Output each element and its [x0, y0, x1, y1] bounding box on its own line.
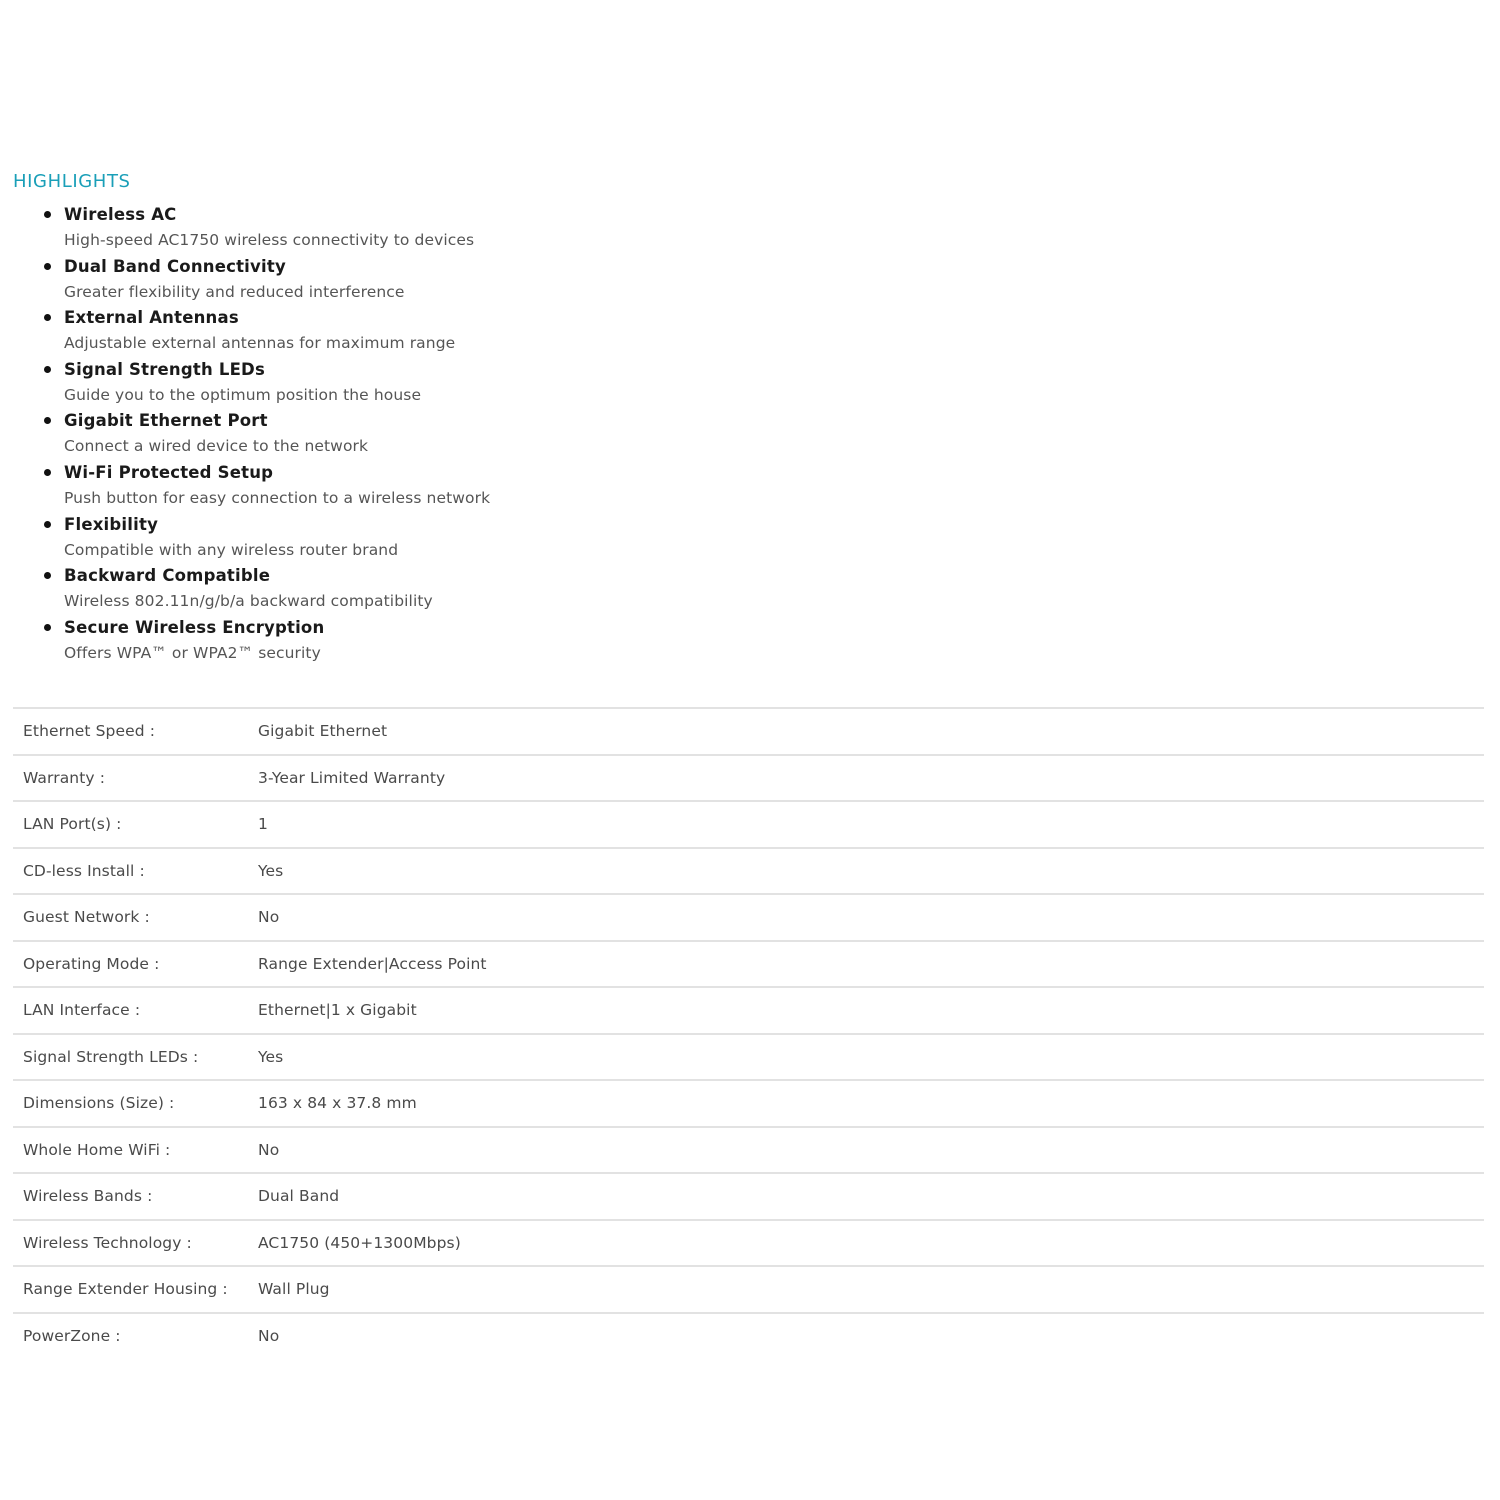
spec-row: [13, 1173, 1484, 1220]
spec-label: LAN Port(s) :: [13, 801, 258, 848]
spec-label: Warranty :: [13, 755, 258, 802]
bullet-icon: [44, 417, 51, 424]
highlight-title: Wireless AC: [64, 205, 177, 224]
spec-label: LAN Interface :: [13, 987, 258, 1034]
spec-row: [13, 755, 1484, 802]
spec-label: Ethernet Speed :: [13, 708, 258, 755]
highlight-title: Backward Compatible: [64, 566, 271, 586]
spec-label: Wireless Bands :: [13, 1173, 258, 1220]
highlight-title: Flexibility: [64, 514, 159, 534]
highlight-description: Guide you to the optimum position the house: [64, 385, 422, 404]
spec-value: Wall Plug: [258, 1266, 1484, 1313]
spec-value: No: [258, 1127, 1484, 1174]
highlight-title: Wi-Fi Protected Setup: [64, 462, 274, 482]
highlight-item: [13, 616, 1484, 668]
spec-value: Ethernet|1 x Gigabit: [258, 987, 1484, 1034]
highlight-item: [13, 513, 1484, 565]
spec-value: AC1750 (450+1300Mbps): [258, 1220, 1484, 1267]
highlight-item: [13, 255, 1484, 307]
highlight-title: Secure Wireless Encryption: [64, 617, 325, 637]
highlight-description: Offers WPA™ or WPA2™ security: [64, 643, 321, 662]
spec-value: Range Extender|Access Point: [258, 941, 1484, 988]
spec-row: [13, 848, 1484, 895]
spec-row: [13, 1220, 1484, 1267]
spec-label: Range Extender Housing :: [13, 1266, 258, 1313]
highlight-item: [13, 409, 1484, 461]
spec-label: Whole Home WiFi :: [13, 1127, 258, 1174]
spec-label: Operating Mode :: [13, 941, 258, 988]
highlight-description: High-speed AC1750 wireless connectivity to devices: [64, 231, 475, 249]
highlight-title: External Antennas: [64, 308, 239, 328]
spec-label: Dimensions (Size) :: [13, 1080, 258, 1127]
spec-value: Yes: [258, 848, 1484, 895]
highlight-item: [13, 564, 1484, 616]
spec-row: [13, 987, 1484, 1034]
bullet-icon: [44, 211, 51, 218]
spec-label: Guest Network :: [13, 894, 258, 941]
highlight-description: Greater flexibility and reduced interference: [64, 282, 405, 301]
bullet-icon: [44, 314, 51, 321]
bullet-icon: [44, 572, 51, 579]
spec-row: [13, 894, 1484, 941]
highlight-description: Adjustable external antennas for maximum range: [64, 334, 456, 353]
highlight-item: [13, 306, 1484, 358]
spec-label: PowerZone :: [23, 1326, 121, 1345]
bullet-icon: [44, 366, 51, 373]
highlights-list: [13, 203, 1484, 667]
spec-row: [13, 1313, 1484, 1359]
spec-row: [13, 1034, 1484, 1081]
spec-label: Wireless Technology :: [13, 1220, 258, 1267]
highlight-title: Signal Strength LEDs: [64, 359, 265, 379]
highlight-title: Dual Band Connectivity: [64, 256, 286, 276]
spec-value: 3-Year Limited Warranty: [258, 755, 1484, 802]
highlight-title: Gigabit Ethernet Port: [64, 411, 268, 431]
spec-row: [13, 708, 1484, 755]
bullet-icon: [44, 624, 51, 631]
spec-row: [13, 1080, 1484, 1127]
bullet-icon: [44, 521, 51, 528]
spec-value: No: [258, 1326, 280, 1345]
highlight-description: Connect a wired device to the network: [64, 437, 369, 456]
highlight-description: Wireless 802.11n/g/b/a backward compatibility: [64, 592, 433, 611]
spec-label: Signal Strength LEDs :: [13, 1034, 258, 1081]
spec-value: Dual Band: [258, 1173, 1484, 1220]
spec-label: CD-less Install :: [13, 848, 258, 895]
spec-row: [13, 1127, 1484, 1174]
bullet-icon: [44, 263, 51, 270]
highlight-item: [13, 203, 1484, 255]
spec-row: [13, 801, 1484, 848]
spec-value: Yes: [258, 1034, 1484, 1081]
highlight-description: Compatible with any wireless router brand: [64, 540, 399, 559]
highlight-item: [13, 358, 1484, 410]
highlight-description: Push button for easy connection to a wireless network: [64, 488, 491, 507]
highlights-heading: HIGHLIGHTS: [13, 171, 131, 192]
highlight-item: [13, 461, 1484, 513]
spec-row: [13, 941, 1484, 988]
bullet-icon: [44, 469, 51, 476]
spec-value: No: [258, 894, 1484, 941]
specifications-table: [13, 707, 1484, 1358]
spec-row: [13, 1266, 1484, 1313]
spec-value: Gigabit Ethernet: [258, 708, 1484, 755]
highlights-section: [13, 170, 1484, 667]
spec-value: 1: [258, 801, 1484, 848]
spec-value: 163 x 84 x 37.8 mm: [258, 1080, 1484, 1127]
